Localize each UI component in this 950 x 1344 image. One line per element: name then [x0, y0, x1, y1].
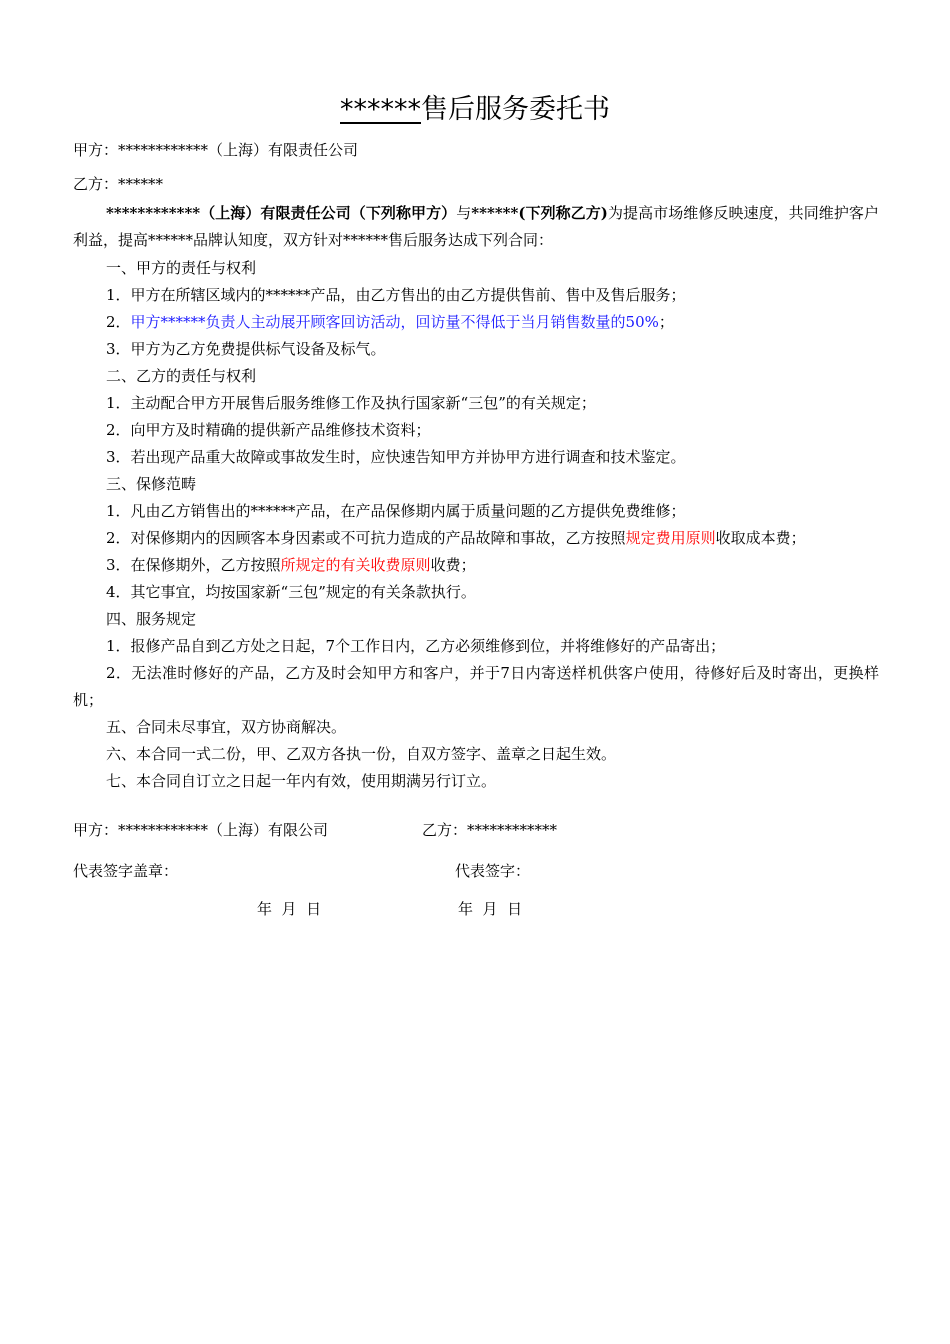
- intro-paragraph: [73, 200, 879, 254]
- intro-and: 与: [456, 204, 472, 222]
- red-highlight-text: 所规定的有关收费原则: [280, 556, 431, 574]
- sign-party-a: 甲方：************（上海）有限公司: [73, 821, 329, 839]
- section-1-item-3: 3．甲方为乙方免费提供标气设备及标气。: [106, 340, 386, 358]
- section-4-item-1: 1．报修产品自到乙方处之日起，7个工作日内，乙方必须维修到位，并将维修好的产品寄出；: [106, 637, 726, 655]
- date-a: 年 月 日: [257, 900, 322, 918]
- section-3-item-2: [106, 527, 806, 549]
- item-text: 3．在保修期外，乙方按照: [106, 556, 281, 574]
- section-1-heading: 一、甲方的责任与权利: [106, 259, 257, 277]
- sign-party-b: 乙方：************: [422, 821, 558, 839]
- section-2-item-3: 3．若出现产品重大故障或事故发生时，应快速告知甲方并协甲方进行调查和技术鉴定。: [106, 448, 686, 466]
- item-number: 2．: [106, 313, 131, 331]
- section-4-heading: 四、服务规定: [106, 610, 197, 628]
- section-7: 七、本合同自订立之日起一年内有效，使用期满另行订立。: [106, 772, 497, 790]
- item-end: ；: [658, 313, 674, 331]
- item-text-end: 收费；: [430, 556, 476, 574]
- party-a-line: 甲方：************（上海）有限责任公司: [73, 141, 359, 159]
- red-highlight-text: 规定费用原则: [625, 529, 716, 547]
- item-text-end: 收取成本费；: [715, 529, 806, 547]
- section-3-item-3: [106, 554, 476, 576]
- section-4-item-2: 2．无法准时修好的产品，乙方及时会知甲方和客户，并于7日内寄送样机供客户使用，待修好后及时寄出，更换样机；: [73, 664, 879, 709]
- section-2-item-2: 2．向甲方及时精确的提供新产品维修技术资料；: [106, 421, 431, 439]
- intro-party-a: ************（上海）有限责任公司（下列称甲方）: [106, 204, 457, 222]
- section-6: 六、本合同一式二份，甲、乙双方各执一份，自双方签字、盖章之日起生效。: [106, 745, 617, 763]
- section-1-item-2: [106, 311, 674, 333]
- title-text: 售后服务委托书: [421, 94, 610, 125]
- representative-a-label: 代表签字盖章：: [73, 862, 179, 880]
- blue-highlight-text: 甲方******负责人主动展开顾客回访活动，回访量不得低于当月销售数量的50%: [130, 313, 659, 331]
- title-stars: ******: [340, 94, 421, 125]
- section-2-item-1: 1．主动配合甲方开展售后服务维修工作及执行国家新“三包”的有关规定；: [106, 394, 596, 412]
- intro-text: 为提高市场维修反映速度，共同维护客户利益，提高******品牌认知度，双方针对******售后服务达成下列合同：: [73, 204, 879, 249]
- item-text: 2．对保修期内的因顾客本身因素或不可抗力造成的产品故障和事故，乙方按照: [106, 529, 626, 547]
- section-3-heading: 三、保修范畴: [106, 475, 197, 493]
- section-2-heading: 二、乙方的责任与权利: [106, 367, 257, 385]
- representative-b-label: 代表签字：: [455, 862, 531, 880]
- date-b: 年 月 日: [458, 900, 523, 918]
- section-3-item-1: 1．凡由乙方销售出的******产品，在产品保修期内属于质量问题的乙方提供免费维修；: [106, 502, 686, 520]
- section-3-item-4: 4．其它事宜，均按国家新“三包”规定的有关条款执行。: [106, 583, 476, 601]
- document-title: [0, 92, 950, 128]
- party-b-line: 乙方：******: [73, 175, 164, 193]
- intro-party-b: ******(下列称乙方): [471, 204, 608, 222]
- section-5: 五、合同未尽事宜，双方协商解决。: [106, 718, 347, 736]
- section-1-item-1: 1．甲方在所辖区域内的******产品，由乙方售出的由乙方提供售前、售中及售后服务；: [106, 286, 686, 304]
